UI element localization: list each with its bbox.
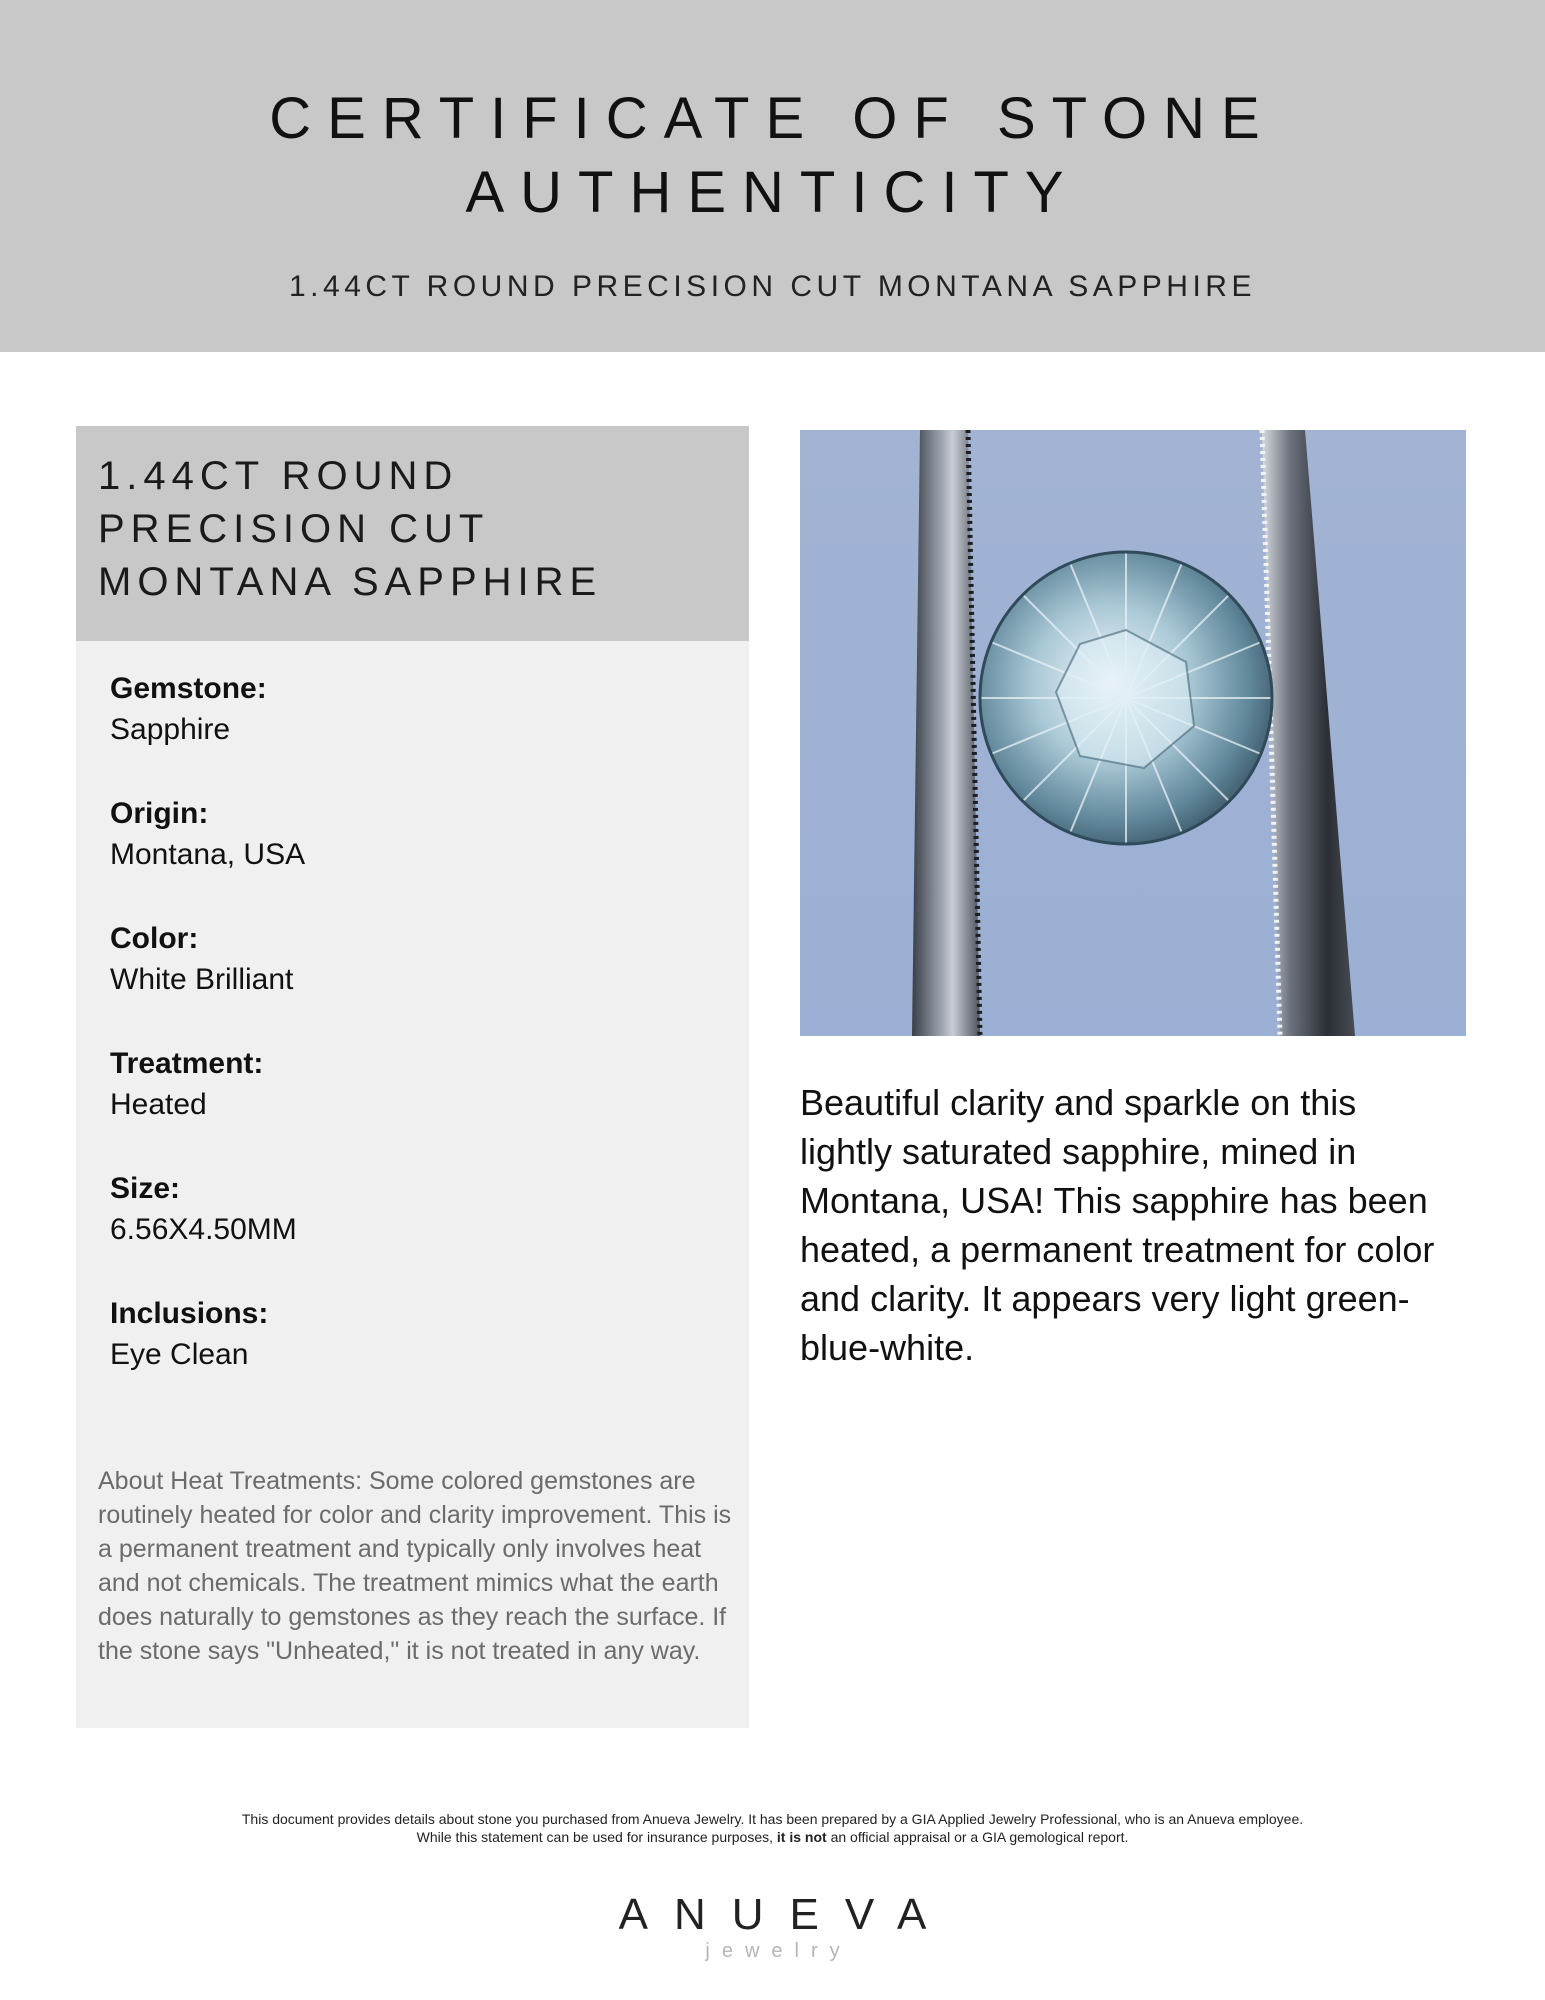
card-title-line2: PRECISION CUT bbox=[98, 507, 490, 551]
logo-subtext: jewelry bbox=[705, 1940, 852, 1962]
spec-label: Color: bbox=[110, 922, 199, 955]
spec-color bbox=[110, 919, 730, 1044]
spec-size bbox=[110, 1169, 730, 1294]
spec-value: Heated bbox=[110, 1088, 207, 1121]
disclaimer bbox=[0, 1810, 1545, 1846]
header-banner bbox=[0, 0, 1545, 352]
anueva-logo bbox=[0, 1890, 1545, 1970]
spec-value: Sapphire bbox=[110, 713, 231, 746]
disclaimer-line2 bbox=[0, 1828, 1545, 1846]
disclaimer-text: While this statement can be used for insurance purposes, bbox=[416, 1829, 774, 1845]
spec-label: Treatment: bbox=[110, 1047, 264, 1080]
spec-label: Inclusions: bbox=[110, 1297, 269, 1330]
card-title-line1: 1.44CT ROUND bbox=[98, 454, 459, 498]
spec-list bbox=[110, 669, 730, 1419]
spec-gemstone bbox=[110, 669, 730, 794]
card-title bbox=[98, 450, 738, 609]
spec-value: Montana, USA bbox=[110, 838, 306, 871]
page-subtitle: 1.44CT ROUND PRECISION CUT MONTANA SAPPHIRE bbox=[289, 270, 1256, 303]
spec-label: Size: bbox=[110, 1172, 181, 1205]
card-title-line3: MONTANA SAPPHIRE bbox=[98, 560, 603, 604]
spec-value: 6.56X4.50MM bbox=[110, 1213, 297, 1246]
spec-treatment bbox=[110, 1044, 730, 1169]
spec-value: Eye Clean bbox=[110, 1338, 249, 1371]
spec-label: Origin: bbox=[110, 797, 209, 830]
logo-wordmark: ANUEVA bbox=[618, 1890, 953, 1939]
page-title-line1: CERTIFICATE OF STONE bbox=[269, 86, 1276, 151]
sapphire-photo bbox=[800, 430, 1466, 1036]
card-header bbox=[76, 426, 749, 641]
stone-description: Beautiful clarity and sparkle on this lightly saturated sapphire, mined in Montana, USA! This sapphire has been heated, a permanent treatment for color and clarity. It appears very light green-blue-white. bbox=[800, 1082, 1435, 1368]
spec-value: White Brilliant bbox=[110, 963, 294, 996]
spec-label: Gemstone: bbox=[110, 672, 267, 705]
disclaimer-emphasis: it is not bbox=[776, 1829, 827, 1845]
heat-treatment-note: About Heat Treatments: Some colored gemstones are routinely heated for color and clarity improvement. This is a permanent treatment and typically only involves heat and not chemicals. The treatment mimics what the earth does naturally to gemstones as they reach the surface. If the stone says "Unheated," it is not treated in any way. bbox=[98, 1467, 732, 1665]
spec-origin bbox=[110, 794, 730, 919]
page-title-line2: AUTHENTICITY bbox=[465, 160, 1080, 225]
page-title bbox=[0, 82, 1545, 230]
disclaimer-line1: This document provides details about stone you purchased from Anueva Jewelry. It has been prepared by a GIA Applied Jewelry Professional, who is an Anueva employee. bbox=[241, 1811, 1304, 1827]
stone-details-card bbox=[76, 426, 749, 1728]
disclaimer-text: an official appraisal or a GIA gemological report. bbox=[830, 1829, 1129, 1845]
spec-inclusions bbox=[110, 1294, 730, 1419]
